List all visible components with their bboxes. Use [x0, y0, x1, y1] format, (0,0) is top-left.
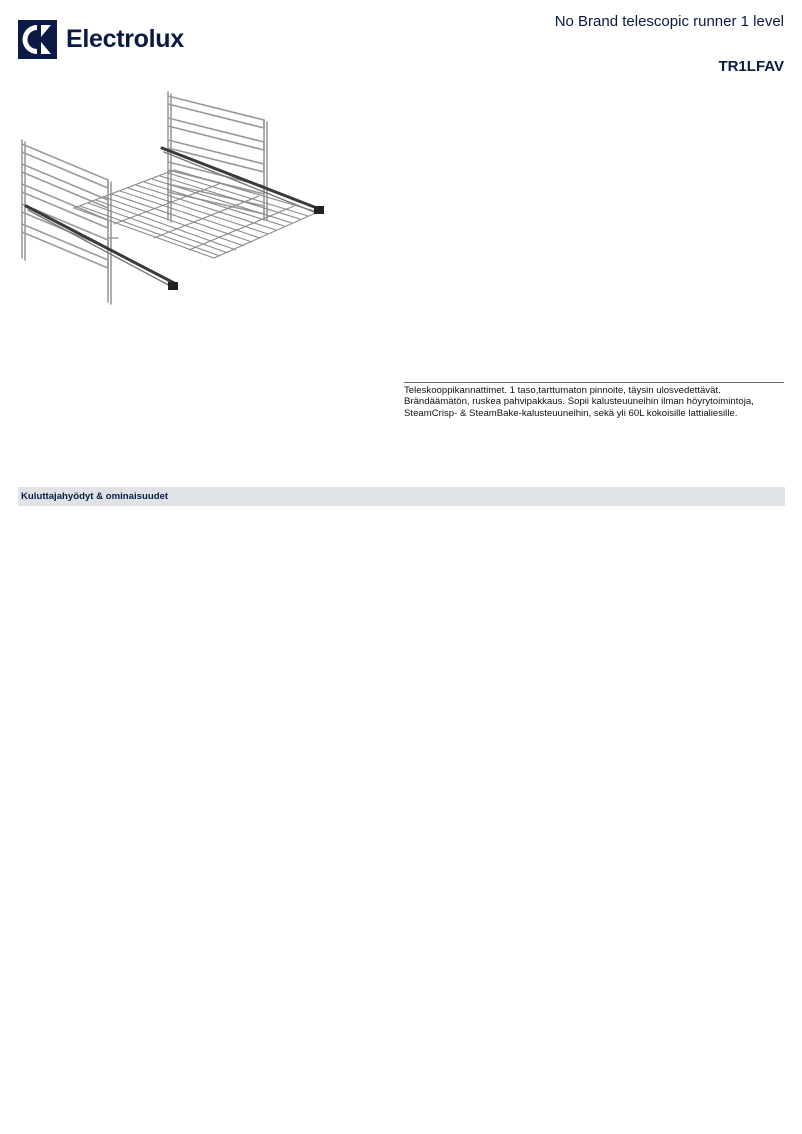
product-title: No Brand telescopic runner 1 level: [554, 13, 784, 30]
product-description: Teleskooppikannattimet. 1 taso,tarttumaton pinnoite, täysin ulosvedettävät. Brändäämätön, ruskea pahvipakkaus. Sopii kalusteuuneihin ilman höyrytoimintoja, SteamCrisp- & SteamBake-kalusteuuneihin, sekä yli 60L kokoisille lattialiesille.: [404, 385, 754, 419]
description-divider: [404, 382, 784, 383]
front-side-frame: [22, 140, 108, 268]
brand-name: Electrolux: [66, 25, 184, 53]
electrolux-emblem-icon: [18, 20, 57, 59]
brand-logo: [18, 20, 184, 59]
product-code: TR1LFAV: [718, 58, 784, 75]
section-header-label: Kuluttajahyödyt & ominaisuudet: [21, 491, 169, 502]
product-image: [14, 88, 330, 310]
section-header-bar: [18, 487, 785, 506]
